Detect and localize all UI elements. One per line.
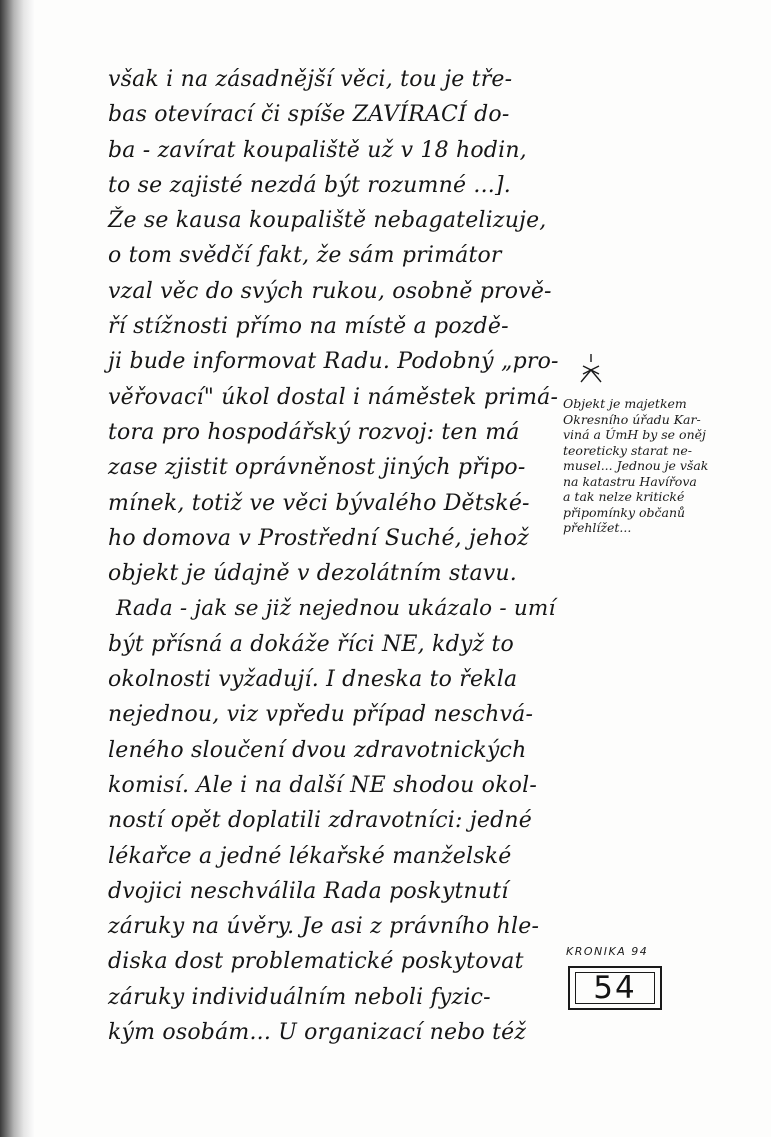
text-line: ba - zavírat koupaliště už v 18 hodin,: [108, 137, 527, 163]
text-line: okolnosti vyžadují. I dneska to řekla: [108, 667, 518, 693]
text-line: o tom svědčí fakt, že sám primátor: [108, 243, 502, 269]
text-line: záruky individuálním neboli fyzic-: [108, 984, 491, 1010]
text-line: věřovací" úkol dostal i náměstek primá-: [108, 384, 559, 410]
note-line: připomínky občanů: [563, 504, 686, 520]
text-line: ho domova v Prostřední Suché, jehož: [108, 525, 529, 551]
note-line: Okresního úřadu Kar-: [563, 411, 701, 427]
margin-note-text: [563, 396, 763, 536]
text-line: ří stížnosti přímo na místě a pozdě-: [108, 314, 509, 340]
text-line: však i na zásadnější věci, tou je tře-: [108, 67, 513, 92]
text-line: Rada - jak se již nejednou ukázalo - umí: [116, 596, 556, 622]
text-line: ji bude informovat Radu. Podobný „pro-: [108, 349, 559, 375]
text-line: Že se kausa koupaliště nebagatelizuje,: [108, 208, 547, 234]
text-line: být přísná a dokáže říci NE, když to: [108, 631, 514, 657]
page-number-box: [568, 966, 662, 1010]
text-line: leného sloučení dvou zdravotnických: [108, 737, 527, 763]
text-line: nejednou, viz vpředu případ neschvá-: [108, 702, 534, 728]
text-line: tora pro hospodářský rozvoj: ten má: [108, 419, 520, 445]
chronicle-label: KRONIKA 94: [566, 945, 649, 958]
text-line: lékařce a jedné lékařské manželské: [108, 843, 512, 869]
text-line: kým osobám... U organizací nebo též: [108, 1020, 527, 1046]
note-line: Objekt je majetkem: [563, 396, 687, 411]
note-line: na katastru Havířova: [563, 473, 697, 489]
page-number: 54: [575, 972, 655, 1004]
main-handwritten-text: [108, 62, 563, 1050]
text-line: dvojici neschválila Rada poskytnutí: [108, 878, 509, 904]
text-line: záruky na úvěry. Je asi z právního hle-: [108, 914, 540, 940]
text-line: vzal věc do svých rukou, osobně prově-: [108, 278, 552, 304]
text-line: diska dost problematické poskytovat: [108, 949, 524, 975]
text-line: komisí. Ale i na další NE shodou okol-: [108, 772, 537, 798]
text-line: zase zjistit oprávněnost jiných připo-: [108, 455, 526, 481]
text-line: objekt je údajně v dezolátním stavu.: [108, 561, 517, 587]
text-line: bas otevírací či spíše ZAVÍRACÍ do-: [108, 102, 510, 128]
note-line: teoreticky starat ne-: [563, 442, 692, 458]
note-line: viná a ÚmH by se oněj: [563, 427, 706, 442]
asterisk-icon: [577, 352, 605, 386]
text-line: ností opět doplatili zdravotníci: jedné: [108, 808, 532, 834]
note-line: přehlížet...: [563, 520, 632, 535]
text-line: mínek, totiž ve věci bývalého Dětské-: [108, 490, 530, 516]
text-line: to se zajisté nezdá být rozumné ...].: [108, 172, 511, 198]
note-line: a tak nelze kritické: [563, 489, 685, 504]
book-binding-shadow: [0, 0, 34, 1137]
note-line: musel... Jednou je však: [563, 458, 709, 473]
